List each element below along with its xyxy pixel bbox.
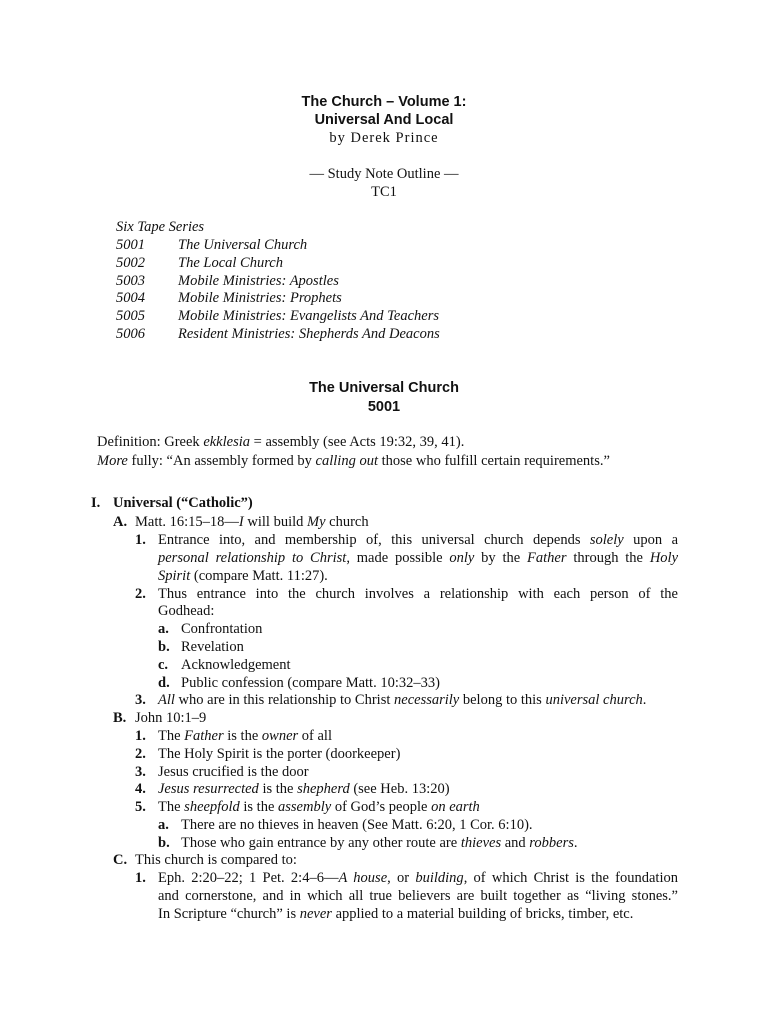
tape-number: 5001 xyxy=(116,237,145,253)
tape-title: The Local Church xyxy=(178,255,283,271)
outline-label-A2a: a. xyxy=(158,621,169,637)
outline-label-B: B. xyxy=(113,710,127,726)
outline-item-B: John 10:1–9 xyxy=(135,710,207,726)
outline-item-B3: Jesus crucified is the door xyxy=(158,764,309,780)
outline-label-B2: 2. xyxy=(135,746,146,762)
outline-label-A1: 1. xyxy=(135,532,146,548)
outline-item-A2b: Revelation xyxy=(181,639,244,655)
outline-label-B3: 3. xyxy=(135,764,146,780)
outline-label-B1: 1. xyxy=(135,728,146,744)
outline-item-A2c: Acknowledgement xyxy=(181,657,291,673)
outline-label-B5a: a. xyxy=(158,817,169,833)
author: by Derek Prince xyxy=(329,130,439,146)
outline-item-B4: Jesus resurrected is the shepherd (see Heb. 13:20) xyxy=(158,781,450,797)
outline-label-B4: 4. xyxy=(135,781,146,797)
outline-item-B5a: There are no thieves in heaven (See Matt. 6:20, 1 Cor. 6:10). xyxy=(181,817,533,833)
outline-item-C: This church is compared to: xyxy=(135,852,297,868)
outline-item-A2d: Public confession (compare Matt. 10:32–33) xyxy=(181,675,440,691)
outline-label: — Study Note Outline — xyxy=(309,166,459,182)
tape-title: The Universal Church xyxy=(178,237,308,253)
outline-label-A2b: b. xyxy=(158,639,170,655)
outline-label-I: I. xyxy=(91,495,101,511)
outline-label-C: C. xyxy=(113,852,128,868)
outline-item-A1-line3: Spirit (compare Matt. 11:27). xyxy=(158,568,328,584)
tape-series-heading: Six Tape Series xyxy=(116,219,205,235)
outline-item-A2a: Confrontation xyxy=(181,621,263,637)
tape-item xyxy=(116,273,339,290)
outline-label-A3: 3. xyxy=(135,692,146,708)
outline-label-A2c: c. xyxy=(158,657,169,673)
outline-item-B1: The Father is the owner of all xyxy=(158,728,332,744)
tape-title: Mobile Ministries: Prophets xyxy=(178,290,342,306)
outline-item-A3: All who are in this relationship to Christ necessarily belong to this universal church. xyxy=(158,692,647,708)
outline-label-C1: 1. xyxy=(135,870,146,886)
outline-label-A2d: d. xyxy=(158,675,170,691)
tape-number: 5004 xyxy=(116,290,145,306)
outline-item-A1-line2: personal relationship to Christ, made possible only by the Father through the Holy xyxy=(158,550,679,566)
outline-heading-I: Universal (“Catholic”) xyxy=(113,495,253,511)
outline-item-A1-line1: Entrance into, and membership of, this universal church depends solely upon a xyxy=(158,532,678,548)
outline-label-A2: 2. xyxy=(135,586,146,602)
section-number: 5001 xyxy=(367,399,401,415)
document-code: TC1 xyxy=(371,184,397,200)
definition-line-2: More fully: “An assembly formed by calling out those who fulfill certain requirements.” xyxy=(97,453,610,469)
tape-number: 5005 xyxy=(116,308,145,324)
outline-item-B5: The sheepfold is the assembly of God’s people on earth xyxy=(158,799,480,815)
outline-item-C1-line1: Eph. 2:20–22; 1 Pet. 2:4–6—A house, or building, of which Christ is the foundation xyxy=(158,870,678,886)
outline-label-A: A. xyxy=(113,514,128,530)
tape-item xyxy=(116,237,307,254)
tape-number: 5003 xyxy=(116,273,145,289)
tape-title: Mobile Ministries: Apostles xyxy=(178,273,339,289)
outline-item-A2-line2: Godhead: xyxy=(158,603,215,619)
tape-title: Resident Ministries: Shepherds And Deacons xyxy=(178,326,440,342)
outline-item-C1-line2: and cornerstone, and in which all true believers are built together as “living stones.” xyxy=(158,888,678,904)
outline-item-A2-line1: Thus entrance into the church involves a relationship with each person of the xyxy=(158,586,678,602)
title-line-1: The Church – Volume 1: xyxy=(301,94,467,110)
section-title: The Universal Church xyxy=(309,380,459,396)
tape-number: 5006 xyxy=(116,326,145,342)
tape-number: 5002 xyxy=(116,255,145,271)
tape-item xyxy=(116,290,342,307)
tape-title: Mobile Ministries: Evangelists And Teachers xyxy=(178,308,439,324)
outline-label-B5b: b. xyxy=(158,835,170,851)
outline-item-A: Matt. 16:15–18—I will build My church xyxy=(135,514,369,530)
title-line-2: Universal And Local xyxy=(314,112,454,128)
outline-item-B5b: Those who gain entrance by any other route are thieves and robbers. xyxy=(181,835,578,851)
tape-item xyxy=(116,255,283,272)
outline-label-B5: 5. xyxy=(135,799,146,815)
outline-item-C1-line3: In Scripture “church” is never applied to a material building of bricks, timber, etc. xyxy=(158,906,634,922)
outline-item-B2: The Holy Spirit is the porter (doorkeeper) xyxy=(158,746,401,762)
definition-line-1: Definition: Greek ekklesia = assembly (see Acts 19:32, 39, 41). xyxy=(97,434,465,450)
tape-item xyxy=(116,308,439,325)
tape-item xyxy=(116,326,440,343)
